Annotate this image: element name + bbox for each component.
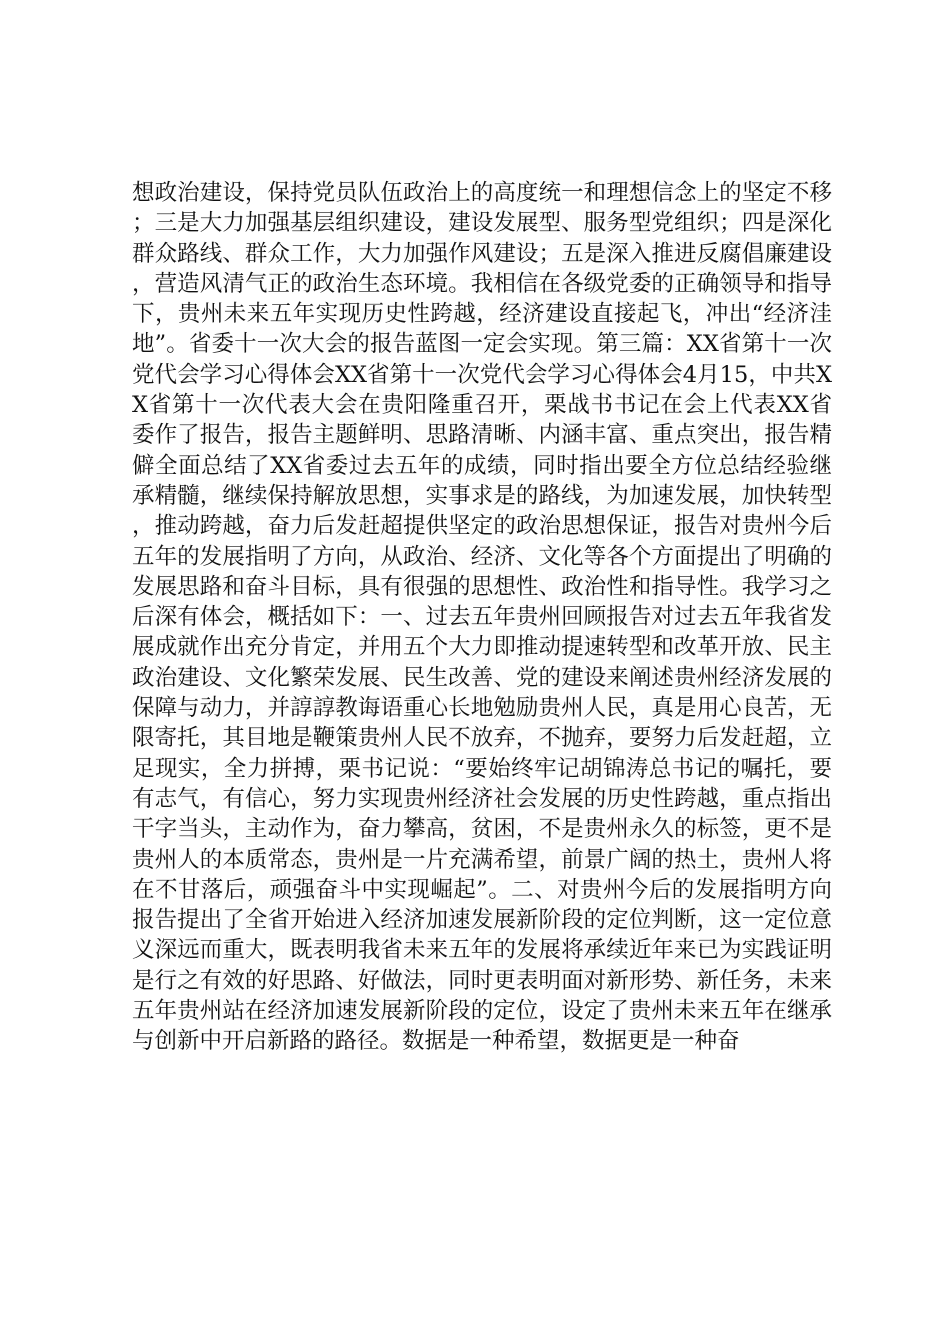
body-paragraph: 想政治建设，保持党员队伍政治上的高度统一和理想信念上的坚定不移；三是大力加强基层组织建设，建设发展型、服务型党组织；四是深化群众路线、群众工作，大力加强作风建设；五是深入推进反腐倡廉建设，营造风清气正的政治生态环境。我相信在各级党委的正确领导和指导下，贵州未来五年实现历史性跨越，经济建设直接起飞，冲出“经济洼地”。省委十一次大会的报告蓝图一定会实现。第三篇：XX省第十一次党代会学习心得体会XX省第十一次党代会学习心得体会4月15，中共XX省第十一次代表大会在贵阳隆重召开，栗战书书记在会上代表XX省委作了报告，报告主题鲜明、思路清晰、内涵丰富、重点突出，报告精僻全面总结了XX省委过去五年的成绩，同时指出要全方位总结经验继承精髓，继续保持解放思想，实事求是的路线，为加速发展，加快转型，推动跨越，奋力后发赶超提供坚定的政治思想保证，报告对贵州今后五年的发展指明了方向，从政治、经济、文化等各个方面提出了明确的发展思路和奋斗目标，具有很强的思想性、政治性和指导性。我学习之后深有体会，概括如下：一、过去五年贵州回顾报告对过去五年我省发展成就作出充分肯定，并用五个大力即推动提速转型和改革开放、民主政治建设、文化繁荣发展、民生改善、党的建设来阐述贵州经济发展的保障与动力，并諄諄教诲语重心长地勉励贵州人民，真是用心良苦，无限寄托，其目地是鞭策贵州人民不放弃，不抛弃，要努力后发赶超，立足现实，全力拼搏，栗书记说：“要始终牢记胡锦涛总书记的嘱托，要有志气，有信心，努力实现贵州经济社会发展的历史性跨越，重点指出干字当头，主动作为，奋力攀高，贫困，不是贵州永久的标签，更不是贵州人的本质常态，贵州是一片充满希望，前景广阔的热土，贵州人将在不甘落后，顽强奋斗中实现崛起”。二、对贵州今后的发展指明方向报告提出了全省开始进入经济加速发展新阶段的定位判断，这一定位意义深远而重大，既表明我省未来五年的发展将承续近年来已为实践证明是行之有效的好思路、好做法，同时更表明面对新形势、新任务，未来五年贵州站在经济加速发展新阶段的定位，设定了贵州未来五年在继承与创新中开启新路的路径。数据是一种希望，数据更是一种奋 [132, 180, 832, 1055]
